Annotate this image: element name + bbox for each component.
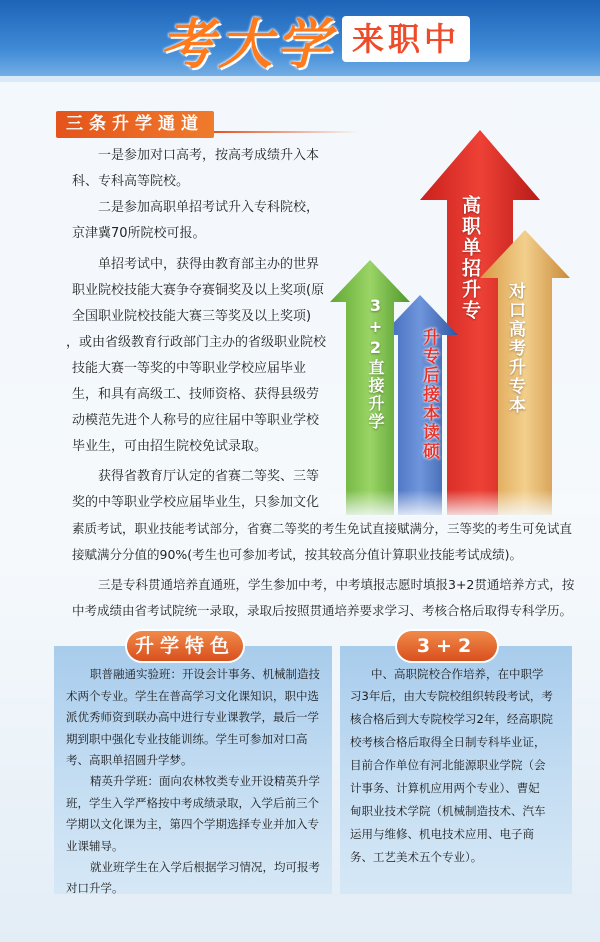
paragraph-line: 技能大赛一等奖的中等职业学校应届毕业 <box>72 361 307 376</box>
paragraph-line: 毕业生，可由招生院校免试录取。 <box>72 439 268 454</box>
left-box-line: 业课辅导。 <box>66 839 124 853</box>
paragraph-line: 生，和具有高级工、技师资格、获得县级劳 <box>72 387 320 402</box>
paragraph-line: 全国职业院校技能大赛三等奖及以上奖项) <box>72 309 312 324</box>
paragraph-line: 京津冀70所院校可报。 <box>72 226 206 241</box>
right-box-line: 运用与维修、机电技术应用、电子商 <box>350 827 534 841</box>
paragraph-line: 三是专科贯通培养直通班，学生参加中考，中考填报志愿时填报3+2贯通培养方式，按 <box>98 577 575 592</box>
right-box-title: 3+2 <box>397 631 497 661</box>
right-box-line: 甸职业技术学院（机械制造技术、汽车 <box>350 804 546 818</box>
right-box-line: 务、工艺美术五个专业）。 <box>350 850 483 864</box>
arrow-blue-label: 升专后接本读硕 <box>419 328 439 461</box>
paragraph-line: 素质考试，职业技能考试部分，省赛二等奖的考生免试直接赋满分，三等奖的考生可免试直 <box>72 521 573 536</box>
paragraph-line: 职业院校技能大赛争夺赛铜奖及以上奖项(原 <box>72 283 325 298</box>
paragraph-line: 中考成绩由省考试院统一录取，录取后按照贯通培养要求学习、考核合格后取得专科学历。 <box>72 603 573 618</box>
right-box-line: 习3年后，由大专院校组织转段考试，考 <box>350 689 553 703</box>
left-box-line: 对口升学。 <box>66 881 124 895</box>
arrow-green-label: 3+2直接升学 <box>366 296 385 431</box>
arrow-red-label: 高职单招升专 <box>459 195 481 321</box>
arrow-gold-label: 对口高考升专本 <box>505 282 525 415</box>
left-box-title: 升学特色 <box>127 631 243 661</box>
header-banner <box>0 0 600 82</box>
paragraph-line: 获得省教育厅认定的省赛二等奖、三等 <box>98 469 320 484</box>
paragraph-line: 科、专科高等院校。 <box>72 174 190 189</box>
header-divider <box>0 76 600 82</box>
right-box-line: 校考核合格后取得全日制专科毕业证， <box>350 735 546 749</box>
left-box-line: 学期以文化课为主，第四个学期选择专业并加入专 <box>66 817 319 831</box>
paragraph-line: 接赋满分分值的90%(考生也可参加考试，按其较高分值计算职业技能考试成绩)。 <box>72 547 523 562</box>
page-title: 考大学 <box>160 12 334 76</box>
left-box-line: 精英升学班：面向农林牧类专业开设精英升学 <box>90 774 320 788</box>
paragraph-line: 一是参加对口高考，按高考成绩升入本 <box>98 148 320 163</box>
right-box-line: 目前合作单位有河北能源职业学院（会 <box>350 758 546 772</box>
paragraph-line: 动模范先进个人称号的应往届中等职业学校 <box>72 413 320 428</box>
right-box-line: 中、高职院校合作培养，在中职学 <box>371 667 544 681</box>
section-title: 三条升学通道 <box>56 111 214 138</box>
left-box-line: 班，学生入学严格按中考成绩录取，入学后前三个 <box>66 796 319 810</box>
left-box-line: 职普融通实验班：开设会计事务、机械制造技 <box>90 667 320 681</box>
left-box-line: 派优秀师资到联办高中进行专业课教学，最后一学 <box>66 710 319 724</box>
page-subtitle: 来职中 <box>342 16 470 62</box>
paragraph-line: 奖的中等职业学校应届毕业生，只参加文化 <box>72 495 320 510</box>
paragraph-line: 单招考试中，获得由教育部主办的世界 <box>98 257 320 272</box>
left-box-line: 就业班学生在入学后根据学习情况，均可报考 <box>90 860 320 874</box>
right-box-line: 核合格后到大专院校学习2年，经高职院 <box>350 712 553 726</box>
paragraph-line: 二是参加高职单招考试升入专科院校， <box>98 200 320 215</box>
left-box-line: 期到职中强化专业技能训练。学生可参加对口高 <box>66 732 308 746</box>
right-box-line: 计事务、计算机应用两个专业）、曹妃 <box>350 781 540 795</box>
paragraph-line: ，或由省级教育行政部门主办的省级职业院校 <box>66 335 327 350</box>
left-box-line: 考、高职单招圆升学梦。 <box>66 753 193 767</box>
left-box-line: 术两个专业。学生在普高学习文化课知识，职中选 <box>66 689 319 703</box>
